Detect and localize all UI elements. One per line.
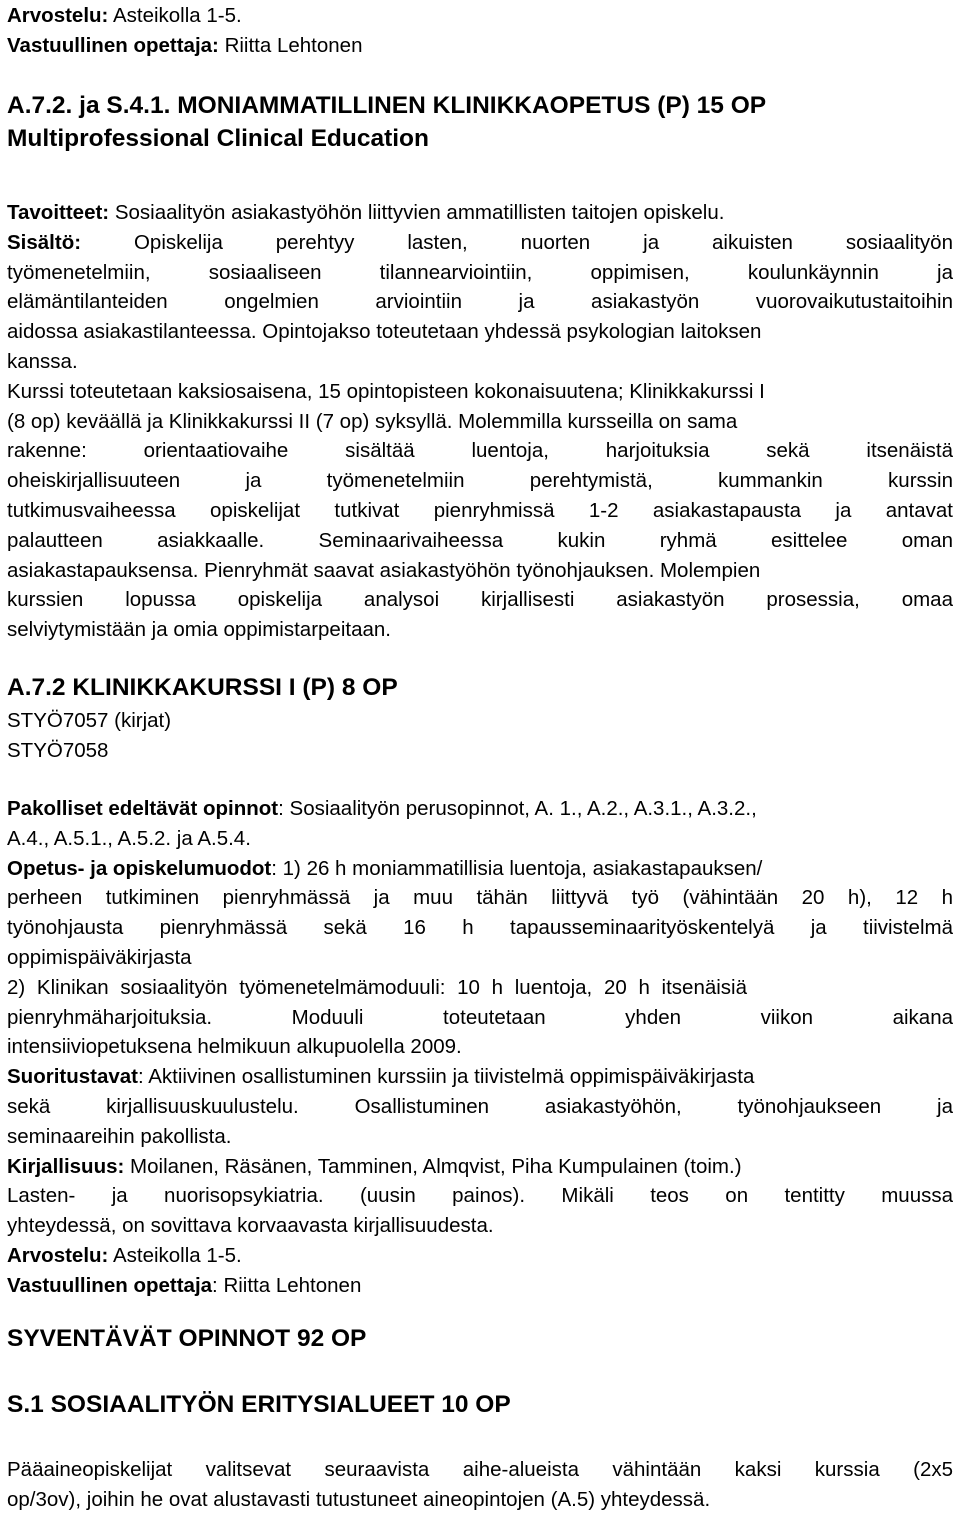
klinikkakurssi-title: A.7.2 KLINIKKAKURSSI I (P) 8 OP	[7, 674, 398, 701]
arvostelu-value: Asteikolla 1-5.	[108, 4, 242, 27]
arvostelu-label-2: Arvostelu:	[7, 1243, 109, 1267]
arvostelu-value-2: Asteikolla 1-5.	[108, 1243, 242, 1267]
opettaja-label: Vastuullinen opettaja:	[7, 33, 219, 57]
opettaja-label-2: Vastuullinen opettaja	[7, 1273, 213, 1297]
suoritus-line3: seminaareihin pakollista.	[7, 1124, 232, 1148]
kirjallisuus-text1: Moilanen, Räsänen, Tamminen, Almqvist, Piha Kumpulainen (toim.)	[124, 1154, 742, 1178]
course-body-a721	[7, 198, 953, 645]
pakolliset-line2: A.4., A.5.1., A.5.2. ja A.5.4.	[7, 826, 251, 850]
sisalto-line4: aidossa asiakastilanteessa. Opintojakso toteutetaan yhdessä psykologian laitoksen	[7, 320, 762, 344]
kurssi-line8: kurssien lopussa opiskelija analysoi kirjallisesti asiakastyön prosessia, omaa	[7, 588, 953, 612]
kurssi-line5: tutkimusvaiheessa opiskelijat tutkivat pienryhmissä 1-2 asiakastapausta ja antavat	[7, 498, 953, 522]
pakolliset-label: Pakolliset edeltävät opinnot	[7, 797, 279, 820]
course-code-1: STYÖ7057 (kirjat)	[7, 709, 172, 732]
opetus-line2: perheen tutkiminen pienryhmässä ja muu tähän liittyvä työ (vähintään 20 h), 12 h	[7, 886, 953, 910]
s1-line1: Pääaineopiskelijat valitsevat seuraavista aihe-alueista vähintään kaksi kurssia (2x5	[7, 1458, 953, 1481]
arvostelu-line-top	[7, 1, 953, 31]
opetus-line5: 2) Klinikan sosiaalityön työmenetelmämoduuli: 10 h luentoja, 20 h itsenäisiä	[7, 975, 748, 999]
kirjallisuus-line2: Lasten- ja nuorisopsykiatria. (uusin painos). Mikäli teos on tentitty muussa	[7, 1184, 953, 1208]
opetus-line6: pienryhmäharjoituksia. Moduuli toteutetaan yhden viikon aikana	[7, 1005, 953, 1029]
sisalto-text1: Opiskelija perehtyy lasten, nuorten ja aikuisten sosiaalityön	[81, 230, 953, 254]
course-heading-a721	[7, 89, 953, 155]
pakolliset-line1	[7, 794, 953, 824]
sisalto-line3: elämäntilanteiden ongelmien arviointiin ja asiakastyön vuorovaikutustaitoihin	[7, 290, 953, 314]
opetus-line3: työnohjausta pienryhmässä sekä 16 h tapausseminaarityöskentelyä ja tiivistelmä	[7, 916, 953, 940]
kurssi-line4: oheiskirjallisuuteen ja työmenetelmiin perehtymistä, kummankin kurssin	[7, 469, 953, 493]
syventavat-heading	[7, 1322, 953, 1355]
kirjallisuus-line3: yhteydessä, on sovittava korvaavasta kirjallisuudesta.	[7, 1214, 494, 1238]
course-title-line1: A.7.2. ja S.4.1. MONIAMMATILLINEN KLINIKKAOPETUS (P) 15 OP	[7, 92, 767, 119]
opetus-line1	[7, 854, 953, 884]
s1-heading	[7, 1388, 953, 1421]
kurssi-line7: asiakastapauksensa. Pienryhmät saavat asiakastyöhön työnohjauksen. Molempien	[7, 558, 761, 582]
syventavat-title: SYVENTÄVÄT OPINNOT 92 OP	[7, 1325, 367, 1352]
s1-line2: op/3ov), joihin he ovat alustavasti tutustuneet aineopintojen (A.5) yhteydessä.	[7, 1487, 711, 1511]
opettaja-line	[7, 1271, 953, 1301]
course-code-2: STYÖ7058	[7, 738, 109, 762]
pakolliset-text1: : Sosiaalityön perusopinnot, A. 1., A.2., A.3.1., A.3.2.,	[278, 797, 757, 820]
course-heading-a72	[7, 671, 953, 704]
arvostelu-line	[7, 1241, 953, 1271]
kurssi-line9: selviytymistään ja omia oppimistarpeitaan.	[7, 618, 391, 642]
sisalto-line5: kanssa.	[7, 349, 78, 373]
s1-title: S.1 SOSIAALITYÖN ERITYSIALUEET 10 OP	[7, 1391, 511, 1418]
arvostelu-label: Arvostelu:	[7, 4, 109, 27]
kurssi-line1: Kurssi toteutetaan kaksiosaisena, 15 opintopisteen kokonaisuutena; Klinikkakurssi I	[7, 379, 765, 403]
suoritus-label: Suoritustavat	[7, 1065, 138, 1089]
opetus-text1: : 1) 26 h moniammatillisia luentoja, asiakastapauksen/	[271, 856, 763, 880]
tavoitteet-value: Sosiaalityön asiakastyöhön liittyvien ammatillisten taitojen opiskelu.	[109, 201, 725, 224]
sisalto-line2: työmenetelmiin, sosiaaliseen tilannearviointiin, oppimisen, koulunkäynnin ja	[7, 260, 953, 284]
s1-body	[7, 1455, 953, 1515]
tavoitteet-line	[7, 198, 953, 228]
opetus-line7: intensiiviopetuksena helmikuun alkupuolella 2009.	[7, 1035, 462, 1059]
kirjallisuus-label: Kirjallisuus:	[7, 1154, 125, 1178]
suoritus-line1	[7, 1062, 953, 1092]
suoritus-line2: sekä kirjallisuuskuulustelu. Osallistuminen asiakastyöhön, työnohjaukseen ja	[7, 1094, 953, 1118]
opetus-label: Opetus- ja opiskelumuodot	[7, 856, 272, 880]
course-body-a72	[7, 794, 953, 1301]
suoritus-text1: : Aktiivinen osallistuminen kurssiin ja tiivistelmä oppimispäiväkirjasta	[138, 1065, 755, 1089]
kurssi-line2: (8 op) keväällä ja Klinikkakurssi II (7 op) syksyllä. Molemmilla kursseilla on sama	[7, 409, 738, 433]
opetus-line4: oppimispäiväkirjasta	[7, 945, 192, 969]
sisalto-label: Sisältö:	[7, 230, 82, 254]
opettaja-line-top	[7, 31, 953, 61]
kurssi-line6: palautteen asiakkaalle. Seminaarivaiheessa kukin ryhmä esittelee oman	[7, 528, 953, 552]
kurssi-line3: rakenne: orientaatiovaihe sisältää luentoja, harjoituksia sekä itsenäistä	[7, 439, 953, 463]
course-title-line2: Multiprofessional Clinical Education	[7, 125, 429, 152]
opettaja-value-2: : Riitta Lehtonen	[212, 1273, 362, 1297]
course-codes	[7, 706, 953, 766]
tavoitteet-label: Tavoitteet:	[7, 201, 110, 224]
kirjallisuus-line1	[7, 1152, 953, 1182]
top-section	[7, 1, 953, 61]
sisalto-line1	[7, 228, 953, 258]
opettaja-value: Riitta Lehtonen	[218, 33, 363, 57]
